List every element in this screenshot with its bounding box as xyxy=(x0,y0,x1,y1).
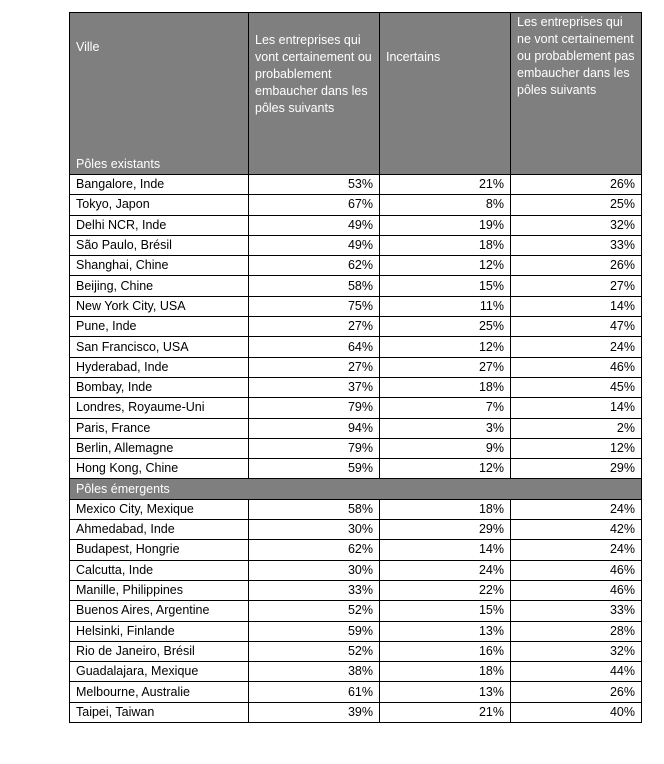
not-hiring-cell: 33% xyxy=(511,235,642,255)
not-hiring-cell: 26% xyxy=(511,682,642,702)
table-row xyxy=(70,641,642,661)
section-title-emerging: Pôles émergents xyxy=(70,479,249,499)
not-hiring-cell: 40% xyxy=(511,702,642,722)
not-hiring-cell: 24% xyxy=(511,337,642,357)
city-cell: Ahmedabad, Inde xyxy=(70,520,249,540)
certain-cell: 67% xyxy=(249,195,380,215)
table-row xyxy=(70,682,642,702)
table-row xyxy=(70,357,642,377)
certain-cell: 59% xyxy=(249,621,380,641)
certain-cell: 64% xyxy=(249,337,380,357)
table-row xyxy=(70,580,642,600)
uncertain-cell: 13% xyxy=(380,621,511,641)
not-hiring-cell: 44% xyxy=(511,662,642,682)
table-row xyxy=(70,560,642,580)
table-header xyxy=(70,13,642,175)
header-ville-label: Ville xyxy=(76,40,100,54)
certain-cell: 37% xyxy=(249,377,380,397)
uncertain-cell: 29% xyxy=(380,520,511,540)
header-uncertain xyxy=(380,13,511,175)
table-row xyxy=(70,540,642,560)
header-certain xyxy=(249,13,380,175)
city-cell: Melbourne, Australie xyxy=(70,682,249,702)
table-row xyxy=(70,215,642,235)
section-row-filler xyxy=(511,479,642,499)
city-cell: São Paulo, Brésil xyxy=(70,235,249,255)
not-hiring-cell: 32% xyxy=(511,641,642,661)
table-row xyxy=(70,621,642,641)
certain-cell: 79% xyxy=(249,438,380,458)
not-hiring-cell: 14% xyxy=(511,398,642,418)
uncertain-cell: 19% xyxy=(380,215,511,235)
certain-cell: 62% xyxy=(249,256,380,276)
uncertain-cell: 12% xyxy=(380,256,511,276)
uncertain-cell: 22% xyxy=(380,580,511,600)
certain-cell: 39% xyxy=(249,702,380,722)
uncertain-cell: 3% xyxy=(380,418,511,438)
section-row-emerging xyxy=(70,479,642,499)
city-cell: Delhi NCR, Inde xyxy=(70,215,249,235)
uncertain-cell: 21% xyxy=(380,702,511,722)
certain-cell: 38% xyxy=(249,662,380,682)
table-row xyxy=(70,235,642,255)
city-cell: Berlin, Allemagne xyxy=(70,438,249,458)
certain-cell: 58% xyxy=(249,499,380,519)
uncertain-cell: 7% xyxy=(380,398,511,418)
not-hiring-cell: 24% xyxy=(511,540,642,560)
city-cell: Hyderabad, Inde xyxy=(70,357,249,377)
table-row xyxy=(70,499,642,519)
not-hiring-cell: 46% xyxy=(511,560,642,580)
uncertain-cell: 11% xyxy=(380,296,511,316)
table-row xyxy=(70,662,642,682)
certain-cell: 58% xyxy=(249,276,380,296)
not-hiring-cell: 27% xyxy=(511,276,642,296)
city-cell: Bangalore, Inde xyxy=(70,175,249,195)
table-body xyxy=(70,175,642,723)
certain-cell: 49% xyxy=(249,215,380,235)
table-row xyxy=(70,377,642,397)
not-hiring-cell: 33% xyxy=(511,601,642,621)
city-cell: Paris, France xyxy=(70,418,249,438)
not-hiring-cell: 46% xyxy=(511,357,642,377)
not-hiring-cell: 28% xyxy=(511,621,642,641)
header-ville xyxy=(70,13,249,175)
not-hiring-cell: 42% xyxy=(511,520,642,540)
table-row xyxy=(70,398,642,418)
not-hiring-cell: 12% xyxy=(511,438,642,458)
city-cell: Bombay, Inde xyxy=(70,377,249,397)
certain-cell: 61% xyxy=(249,682,380,702)
uncertain-cell: 12% xyxy=(380,337,511,357)
table-row xyxy=(70,418,642,438)
certain-cell: 62% xyxy=(249,540,380,560)
hiring-table xyxy=(69,12,642,723)
uncertain-cell: 18% xyxy=(380,377,511,397)
city-cell: Taipei, Taiwan xyxy=(70,702,249,722)
not-hiring-cell: 26% xyxy=(511,256,642,276)
uncertain-cell: 21% xyxy=(380,175,511,195)
table-row xyxy=(70,256,642,276)
section-row-filler xyxy=(380,479,511,499)
uncertain-cell: 27% xyxy=(380,357,511,377)
city-cell: Mexico City, Mexique xyxy=(70,499,249,519)
table-row xyxy=(70,195,642,215)
uncertain-cell: 15% xyxy=(380,601,511,621)
not-hiring-cell: 46% xyxy=(511,580,642,600)
table-row xyxy=(70,702,642,722)
city-cell: Londres, Royaume-Uni xyxy=(70,398,249,418)
not-hiring-cell: 32% xyxy=(511,215,642,235)
certain-cell: 30% xyxy=(249,560,380,580)
table-row xyxy=(70,438,642,458)
certain-cell: 52% xyxy=(249,601,380,621)
city-cell: Calcutta, Inde xyxy=(70,560,249,580)
uncertain-cell: 16% xyxy=(380,641,511,661)
not-hiring-cell: 29% xyxy=(511,459,642,479)
header-not-hiring xyxy=(511,13,642,175)
certain-cell: 52% xyxy=(249,641,380,661)
uncertain-cell: 24% xyxy=(380,560,511,580)
uncertain-cell: 18% xyxy=(380,662,511,682)
city-cell: Pune, Inde xyxy=(70,317,249,337)
city-cell: New York City, USA xyxy=(70,296,249,316)
section-row-filler xyxy=(249,479,380,499)
certain-cell: 79% xyxy=(249,398,380,418)
certain-cell: 75% xyxy=(249,296,380,316)
city-cell: Beijing, Chine xyxy=(70,276,249,296)
table-row xyxy=(70,601,642,621)
certain-cell: 27% xyxy=(249,357,380,377)
not-hiring-cell: 47% xyxy=(511,317,642,337)
uncertain-cell: 8% xyxy=(380,195,511,215)
city-cell: Rio de Janeiro, Brésil xyxy=(70,641,249,661)
header-uncertain-label: Incertains xyxy=(386,50,441,64)
certain-cell: 53% xyxy=(249,175,380,195)
certain-cell: 30% xyxy=(249,520,380,540)
table-row xyxy=(70,459,642,479)
not-hiring-cell: 25% xyxy=(511,195,642,215)
not-hiring-cell: 14% xyxy=(511,296,642,316)
uncertain-cell: 15% xyxy=(380,276,511,296)
certain-cell: 59% xyxy=(249,459,380,479)
city-cell: San Francisco, USA xyxy=(70,337,249,357)
certain-cell: 49% xyxy=(249,235,380,255)
table-row xyxy=(70,296,642,316)
uncertain-cell: 14% xyxy=(380,540,511,560)
header-certain-label: Les entreprises qui vont certainement ou probablement embaucher dans les pôles suivants xyxy=(255,33,372,115)
uncertain-cell: 18% xyxy=(380,235,511,255)
not-hiring-cell: 24% xyxy=(511,499,642,519)
city-cell: Buenos Aires, Argentine xyxy=(70,601,249,621)
certain-cell: 94% xyxy=(249,418,380,438)
uncertain-cell: 25% xyxy=(380,317,511,337)
table-row xyxy=(70,337,642,357)
certain-cell: 27% xyxy=(249,317,380,337)
uncertain-cell: 18% xyxy=(380,499,511,519)
city-cell: Manille, Philippines xyxy=(70,580,249,600)
uncertain-cell: 9% xyxy=(380,438,511,458)
city-cell: Shanghai, Chine xyxy=(70,256,249,276)
city-cell: Hong Kong, Chine xyxy=(70,459,249,479)
uncertain-cell: 12% xyxy=(380,459,511,479)
table-row xyxy=(70,175,642,195)
city-cell: Budapest, Hongrie xyxy=(70,540,249,560)
not-hiring-cell: 2% xyxy=(511,418,642,438)
table-row xyxy=(70,520,642,540)
certain-cell: 33% xyxy=(249,580,380,600)
table-row xyxy=(70,276,642,296)
section-title-existing: Pôles existants xyxy=(76,157,161,171)
not-hiring-cell: 26% xyxy=(511,175,642,195)
not-hiring-cell: 45% xyxy=(511,377,642,397)
city-cell: Guadalajara, Mexique xyxy=(70,662,249,682)
header-not-hiring-label: Les entreprises qui ne vont certainement ou probablement pas embaucher dans les pôles suivants xyxy=(517,15,635,97)
city-cell: Tokyo, Japon xyxy=(70,195,249,215)
uncertain-cell: 13% xyxy=(380,682,511,702)
city-cell: Helsinki, Finlande xyxy=(70,621,249,641)
table-row xyxy=(70,317,642,337)
